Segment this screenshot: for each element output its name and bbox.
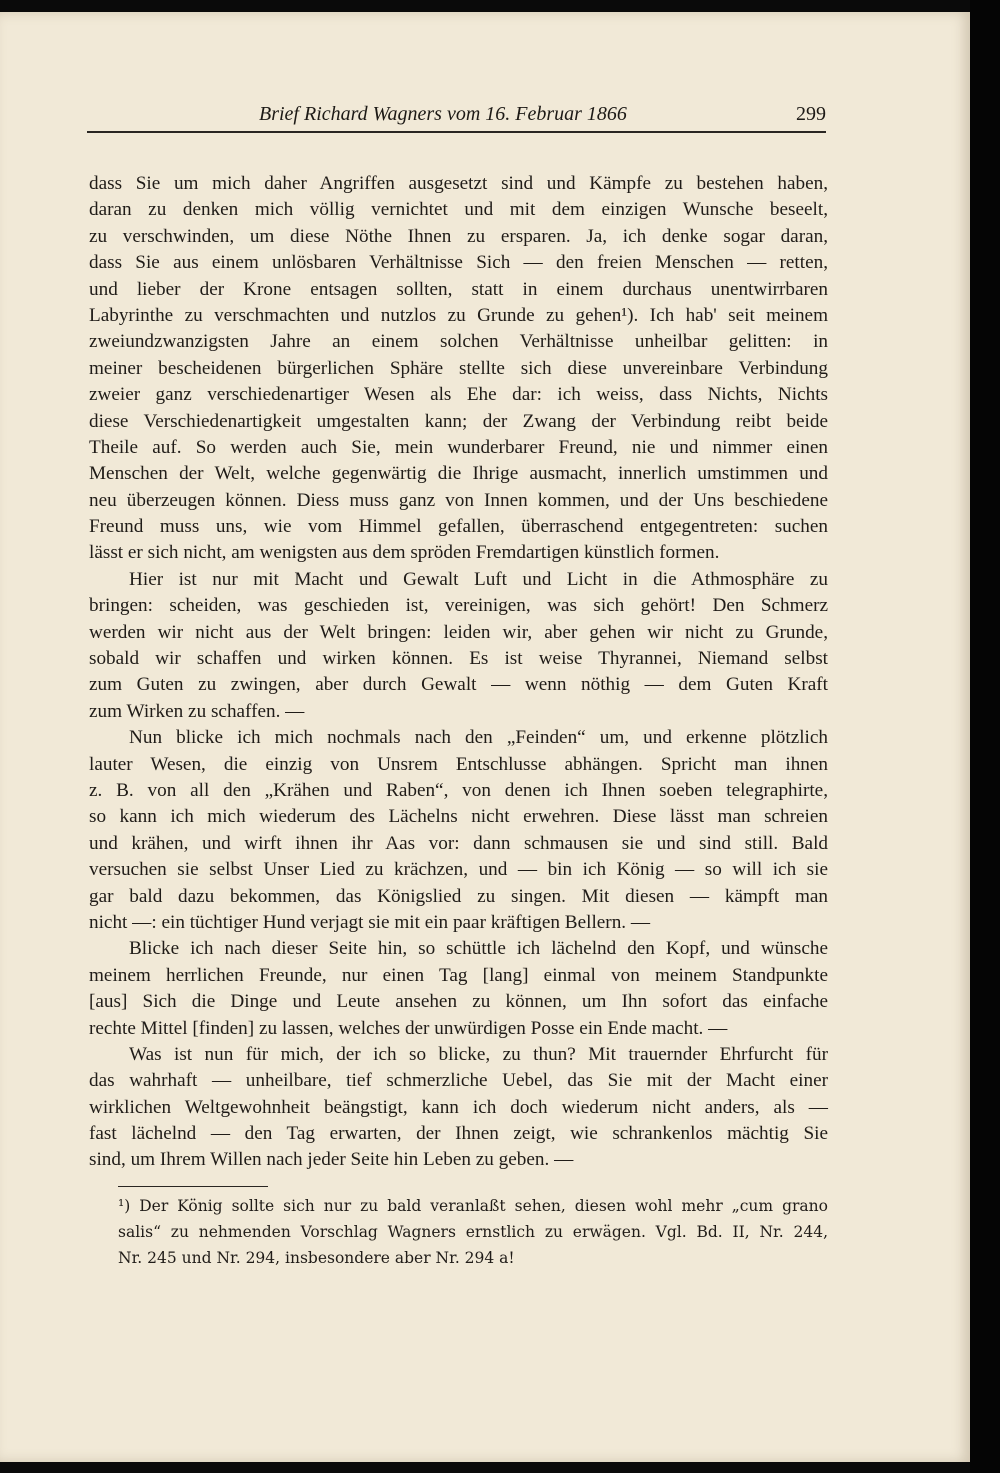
text-line: Blicke ich nach dieser Seite hin, so schüttle ich lächelnd den Kopf, und wünsche bbox=[129, 938, 828, 960]
header-rule bbox=[87, 131, 826, 133]
text-line: und lieber der Krone entsagen sollten, statt in einem durchaus unentwirrbaren bbox=[89, 278, 828, 300]
body-text bbox=[89, 171, 828, 1174]
running-head bbox=[87, 103, 826, 126]
text-line: Was ist nun für mich, der ich so blicke, zu thun? Mit trauernder Ehrfurcht für bbox=[129, 1043, 828, 1065]
text-line: zu verschwinden, um diese Nöthe Ihnen zu ersparen. Ja, ich denke sogar daran, bbox=[89, 225, 828, 247]
text-line: werden wir nicht aus der Welt bringen: leiden wir, aber gehen wir nicht zu Grunde, bbox=[89, 621, 828, 643]
text-line: versuchen sie selbst Unser Lied zu krächzen, und — bin ich König — so will ich sie bbox=[89, 859, 828, 881]
text-line: nicht —: ein tüchtiger Hund verjagt sie mit ein paar kräftigen Bellern. — bbox=[89, 911, 651, 933]
text-line: zum Wirken zu schaffen. — bbox=[89, 700, 305, 722]
text-line: fast lächelnd — den Tag erwarten, der Ihnen zeigt, wie schrankenlos mächtig Sie bbox=[89, 1123, 828, 1145]
text-line: [aus] Sich die Dinge und Leute ansehen zu können, um Ihn sofort das einfache bbox=[89, 991, 828, 1013]
footnote-line: Nr. 245 und Nr. 294, insbesondere aber Nr. 294 a! bbox=[118, 1249, 515, 1267]
text-line: lauter Wesen, die einzig von Unsrem Entschlusse abhängen. Spricht man ihnen bbox=[89, 753, 828, 775]
footnote bbox=[118, 1193, 828, 1271]
text-line: daran zu denken mich völlig vernichtet und mit dem einzigen Wunsche beseelt, bbox=[89, 199, 828, 221]
text-line: meinem herrlichen Freunde, nur einen Tag [lang] einmal von meinem Standpunkte bbox=[89, 964, 828, 986]
text-line: lässt er sich nicht, am wenigsten aus dem spröden Fremdartigen künstlich formen. bbox=[89, 542, 720, 564]
text-line: Theile auf. So werden auch Sie, mein wunderbarer Freund, nie und nimmer einen bbox=[89, 436, 828, 458]
text-line: so kann ich mich wiederum des Lächelns nicht erwehren. Diese lässt man schreien bbox=[89, 806, 828, 828]
footnote-rule bbox=[118, 1186, 268, 1187]
text-line: zweier ganz verschiedenartiger Wesen als Ehe dar: ich weiss, dass Nichts, Nichts bbox=[89, 384, 828, 406]
text-line: sind, um Ihrem Willen nach jeder Seite hin Leben zu geben. — bbox=[89, 1149, 574, 1171]
text-line: rechte Mittel [finden] zu lassen, welches der unwürdigen Posse ein Ende macht. — bbox=[89, 1017, 728, 1039]
text-line: zum Guten zu zwingen, aber durch Gewalt — wenn nöthig — dem Guten Kraft bbox=[89, 674, 828, 696]
text-line: bringen: scheiden, was geschieden ist, vereinigen, was sich gehört! Den Schmerz bbox=[89, 595, 828, 617]
text-line: diese Verschiedenartigkeit umgestalten kann; der Zwang der Verbindung reibt beide bbox=[89, 410, 828, 432]
text-line: Freund muss uns, wie vom Himmel gefallen, überraschend entgegentreten: suchen bbox=[89, 516, 828, 538]
text-line: zweiundzwanzigsten Jahre an einem solchen Verhältnisse unheilbar gelitten: in bbox=[89, 331, 828, 353]
page-edge-shadow bbox=[970, 0, 1000, 1473]
text-line: neu überzeugen können. Diess muss ganz von Innen kommen, und der Uns beschiedene bbox=[89, 489, 828, 511]
text-line: Menschen der Welt, welche gegenwärtig die Ihrige ausmacht, innerlich umstimmen und bbox=[89, 463, 828, 485]
running-title: Brief Richard Wagners vom 16. Februar 1866 bbox=[259, 103, 627, 125]
text-line: Hier ist nur mit Macht und Gewalt Luft und Licht in die Athmosphäre zu bbox=[129, 568, 828, 590]
page-number: 299 bbox=[796, 103, 826, 125]
text-line: dass Sie um mich daher Angriffen ausgesetzt sind und Kämpfe zu bestehen haben, bbox=[89, 173, 828, 194]
text-line: gar bald dazu bekommen, das Königslied zu singen. Mit diesen — kämpft man bbox=[89, 885, 828, 907]
text-line: sobald wir schaffen und wirken können. Es ist weise Thyrannei, Niemand selbst bbox=[89, 648, 828, 670]
text-line: wirklichen Weltgewohnheit beängstigt, kann ich doch wiederum nicht anders, als — bbox=[89, 1096, 828, 1118]
text-line: das wahrhaft — unheilbare, tief schmerzliche Uebel, das Sie mit der Macht einer bbox=[89, 1070, 828, 1092]
footnote-line: ¹) Der König sollte sich nur zu bald veranlaßt sehen, diesen wohl mehr „cum grano bbox=[118, 1197, 828, 1215]
text-line: z. B. von all den „Krähen und Raben“, von denen ich Ihnen soeben telegraphirte, bbox=[89, 779, 828, 801]
text-line: Labyrinthe zu verschmachten und nutzlos zu Grunde zu gehen¹). Ich hab' seit meinem bbox=[89, 304, 828, 326]
text-line: dass Sie aus einem unlösbaren Verhältnisse Sich — den freien Menschen — retten, bbox=[89, 252, 828, 274]
text-line: und krähen, und wirft ihnen ihr Aas vor: dann schmausen sie und sind still. Bald bbox=[89, 832, 828, 854]
text-line: Nun blicke ich mich nochmals nach den „Feinden“ um, und erkenne plötzlich bbox=[129, 727, 828, 749]
text-line: meiner bescheidenen bürgerlichen Sphäre stellte sich diese unvereinbare Verbindung bbox=[89, 357, 828, 379]
footnote-line: salis“ zu nehmenden Vorschlag Wagners ernstlich zu erwägen. Vgl. Bd. II, Nr. 244, bbox=[118, 1223, 828, 1241]
